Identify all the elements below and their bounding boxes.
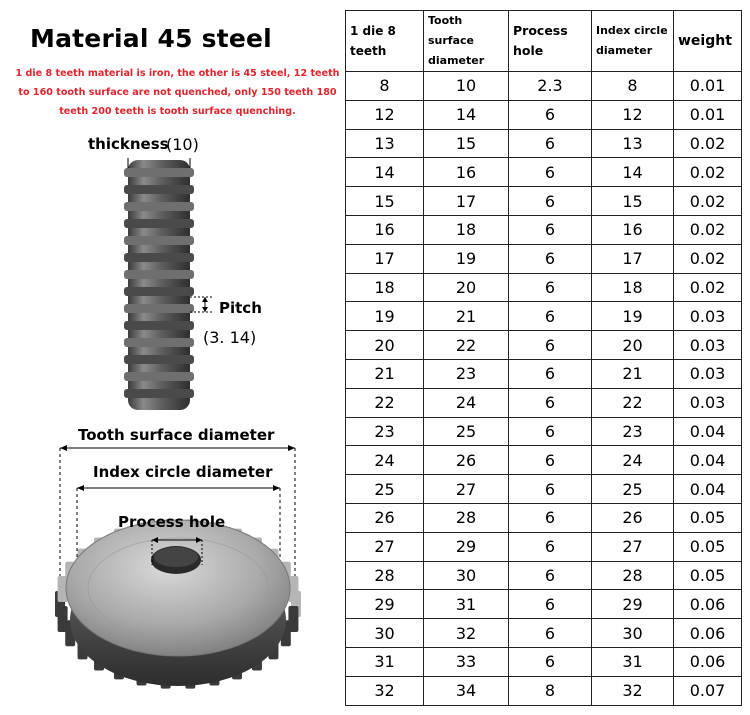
header-tooth-surface-diameter: Tooth surface diameter	[424, 11, 509, 72]
tooth-surface-cell: 24	[424, 388, 509, 417]
index-circle-cell: 23	[592, 417, 674, 446]
index-circle-cell: 20	[592, 331, 674, 360]
table-row	[346, 446, 742, 475]
table-row	[346, 187, 742, 216]
gear-tooth	[124, 389, 194, 398]
tooth-surface-cell: 15	[424, 129, 509, 158]
index-circle-cell: 14	[592, 158, 674, 187]
table-row	[346, 417, 742, 446]
gear-tooth	[124, 168, 194, 177]
weight-cell: 0.05	[674, 561, 742, 590]
weight-cell: 0.03	[674, 302, 742, 331]
teeth-cell: 18	[346, 273, 424, 302]
weight-cell: 0.01	[674, 100, 742, 129]
pitch-label: Pitch	[219, 299, 262, 317]
index-circle-cell: 17	[592, 244, 674, 273]
weight-cell: 0.04	[674, 475, 742, 504]
table-row	[346, 647, 742, 676]
teeth-cell: 27	[346, 532, 424, 561]
gear-tooth	[124, 202, 194, 211]
process-hole-cell: 6	[509, 244, 592, 273]
table-row	[346, 273, 742, 302]
tooth-surface-cell: 29	[424, 532, 509, 561]
teeth-cell: 15	[346, 187, 424, 216]
table-row	[346, 302, 742, 331]
thickness-value: (10)	[166, 135, 199, 154]
header-process-hole: Process hole	[509, 11, 592, 72]
index-circle-cell: 15	[592, 187, 674, 216]
process-hole-cell: 6	[509, 532, 592, 561]
index-circle-cell: 27	[592, 532, 674, 561]
weight-cell: 0.02	[674, 158, 742, 187]
table-row	[346, 590, 742, 619]
weight-cell: 0.06	[674, 590, 742, 619]
tooth-surface-cell: 32	[424, 619, 509, 648]
process-hole-cell: 6	[509, 503, 592, 532]
tooth-surface-cell: 20	[424, 273, 509, 302]
teeth-cell: 25	[346, 475, 424, 504]
process-hole-cell: 6	[509, 158, 592, 187]
tooth-surface-cell: 17	[424, 187, 509, 216]
tooth-surface-cell: 10	[424, 72, 509, 101]
weight-cell: 0.03	[674, 359, 742, 388]
weight-cell: 0.07	[674, 676, 742, 705]
weight-cell: 0.01	[674, 72, 742, 101]
index-circle-label: Index circle diameter	[93, 463, 273, 481]
tooth-surface-cell: 22	[424, 331, 509, 360]
gear-tooth	[124, 338, 194, 347]
table-row	[346, 561, 742, 590]
teeth-cell: 32	[346, 676, 424, 705]
tooth-surface-cell: 21	[424, 302, 509, 331]
weight-cell: 0.03	[674, 388, 742, 417]
teeth-cell: 23	[346, 417, 424, 446]
process-hole-label: Process hole	[118, 513, 226, 531]
index-circle-cell: 19	[592, 302, 674, 331]
process-hole-cell: 6	[509, 273, 592, 302]
gear-side-view	[124, 160, 194, 410]
weight-cell: 0.05	[674, 532, 742, 561]
gear-tooth	[124, 287, 194, 296]
weight-cell: 0.02	[674, 273, 742, 302]
process-hole-cell: 6	[509, 215, 592, 244]
weight-cell: 0.06	[674, 619, 742, 648]
gear-tooth	[124, 253, 194, 262]
teeth-cell: 8	[346, 72, 424, 101]
weight-cell: 0.03	[674, 331, 742, 360]
gear-tooth	[124, 304, 194, 313]
table-row	[346, 475, 742, 504]
teeth-cell: 17	[346, 244, 424, 273]
teeth-cell: 16	[346, 215, 424, 244]
header-weight: weight	[674, 11, 742, 72]
tooth-surface-cell: 18	[424, 215, 509, 244]
teeth-cell: 31	[346, 647, 424, 676]
table-row	[346, 215, 742, 244]
table-row	[346, 388, 742, 417]
gear-tooth	[124, 185, 194, 194]
table-row	[346, 532, 742, 561]
process-hole-cell: 6	[509, 129, 592, 158]
index-circle-cell: 24	[592, 446, 674, 475]
tooth-surface-label: Tooth surface diameter	[78, 426, 275, 444]
index-circle-cell: 25	[592, 475, 674, 504]
process-hole-cell: 6	[509, 302, 592, 331]
table-row	[346, 359, 742, 388]
teeth-cell: 26	[346, 503, 424, 532]
gear-tooth	[124, 355, 194, 364]
process-hole-cell: 6	[509, 475, 592, 504]
process-hole-cell: 6	[509, 359, 592, 388]
tooth-surface-cell: 31	[424, 590, 509, 619]
process-hole-cell: 6	[509, 561, 592, 590]
weight-cell: 0.02	[674, 244, 742, 273]
index-circle-cell: 12	[592, 100, 674, 129]
tooth-surface-cell: 14	[424, 100, 509, 129]
weight-cell: 0.05	[674, 503, 742, 532]
gear-front-view	[55, 519, 301, 688]
index-circle-cell: 28	[592, 561, 674, 590]
table-row	[346, 676, 742, 705]
process-hole-cell: 6	[509, 446, 592, 475]
weight-cell: 0.04	[674, 417, 742, 446]
index-circle-cell: 26	[592, 503, 674, 532]
index-circle-cell: 31	[592, 647, 674, 676]
index-circle-cell: 13	[592, 129, 674, 158]
teeth-cell: 13	[346, 129, 424, 158]
gear-tooth	[124, 219, 194, 228]
gear-tooth	[124, 321, 194, 330]
process-hole-cell: 6	[509, 417, 592, 446]
teeth-cell: 30	[346, 619, 424, 648]
tooth-surface-cell: 27	[424, 475, 509, 504]
index-circle-cell: 21	[592, 359, 674, 388]
table-header-row	[346, 11, 742, 72]
table-row	[346, 129, 742, 158]
teeth-cell: 24	[346, 446, 424, 475]
tooth-surface-cell: 30	[424, 561, 509, 590]
tooth-surface-cell: 23	[424, 359, 509, 388]
process-hole-cell: 6	[509, 331, 592, 360]
weight-cell: 0.06	[674, 647, 742, 676]
index-circle-cell: 30	[592, 619, 674, 648]
teeth-cell: 21	[346, 359, 424, 388]
table-row	[346, 331, 742, 360]
teeth-cell: 12	[346, 100, 424, 129]
process-hole-cell: 6	[509, 187, 592, 216]
index-circle-cell: 29	[592, 590, 674, 619]
thickness-label: thickness	[88, 135, 169, 153]
index-circle-cell: 18	[592, 273, 674, 302]
tooth-surface-cell: 25	[424, 417, 509, 446]
teeth-cell: 14	[346, 158, 424, 187]
header-teeth: 1 die 8 teeth	[346, 11, 424, 72]
teeth-cell: 19	[346, 302, 424, 331]
gear-tooth	[124, 270, 194, 279]
process-hole-cell: 6	[509, 647, 592, 676]
header-index-circle-diameter: Index circle diameter	[592, 11, 674, 72]
process-hole-cell: 6	[509, 619, 592, 648]
teeth-cell: 20	[346, 331, 424, 360]
table-row	[346, 503, 742, 532]
pitch-value: (3. 14)	[203, 328, 257, 347]
process-hole-cell: 6	[509, 100, 592, 129]
tooth-surface-cell: 19	[424, 244, 509, 273]
tooth-surface-cell: 26	[424, 446, 509, 475]
weight-cell: 0.02	[674, 187, 742, 216]
tooth-surface-cell: 28	[424, 503, 509, 532]
gear-diagram	[0, 0, 345, 715]
teeth-cell: 28	[346, 561, 424, 590]
tooth-surface-cell: 16	[424, 158, 509, 187]
index-circle-cell: 8	[592, 72, 674, 101]
tooth-surface-cell: 34	[424, 676, 509, 705]
gear-tooth	[124, 236, 194, 245]
page-title: Material 45 steel	[30, 24, 272, 53]
process-hole-cell: 2.3	[509, 72, 592, 101]
weight-cell: 0.04	[674, 446, 742, 475]
weight-cell: 0.02	[674, 215, 742, 244]
table-row	[346, 244, 742, 273]
process-hole-cell: 6	[509, 388, 592, 417]
gear-tooth	[124, 372, 194, 381]
product-info-panel	[0, 0, 345, 715]
process-hole-cell: 8	[509, 676, 592, 705]
index-circle-cell: 32	[592, 676, 674, 705]
table-row	[346, 619, 742, 648]
tooth-surface-cell: 33	[424, 647, 509, 676]
index-circle-cell: 22	[592, 388, 674, 417]
teeth-cell: 29	[346, 590, 424, 619]
index-circle-cell: 16	[592, 215, 674, 244]
table-row	[346, 158, 742, 187]
process-hole-cell: 6	[509, 590, 592, 619]
teeth-cell: 22	[346, 388, 424, 417]
weight-cell: 0.02	[674, 129, 742, 158]
material-note: 1 die 8 teeth material is iron, the other is 45 steel, 12 teeth to 160 tooth surface are not quenched, only 150 teeth 180 teeth 200 teeth is tooth surface quenching.	[15, 68, 340, 117]
table-row	[346, 72, 742, 101]
table-row	[346, 100, 742, 129]
gear-spec-table	[345, 10, 742, 706]
